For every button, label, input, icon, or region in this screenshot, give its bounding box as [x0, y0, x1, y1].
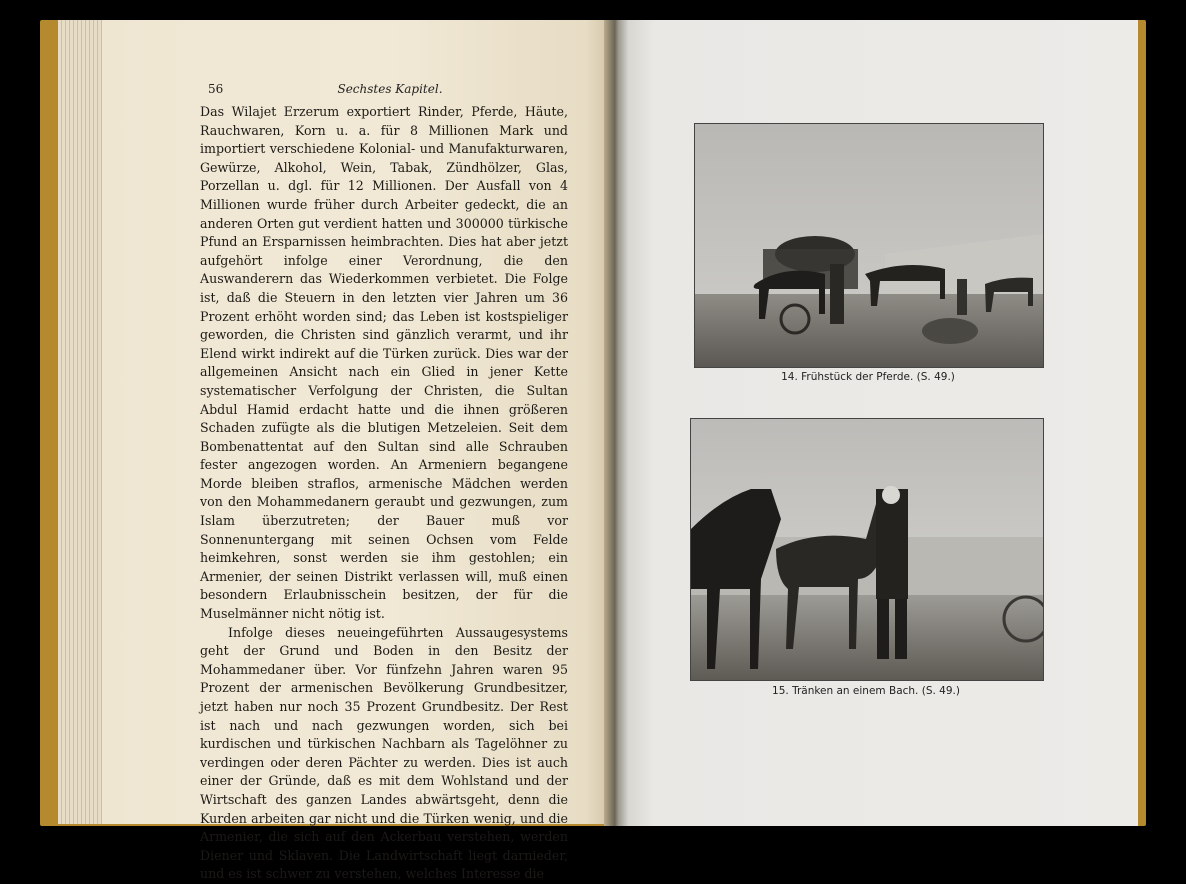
photo-horses-watering: [690, 418, 1044, 681]
paragraph: Das Wilajet Erzerum exportiert Rinder, Pferde, Häute, Rauchwaren, Korn u. a. für 8 Millionen Mark und importiert verschiedene Kolonial- und Manufakturwaren, Gewürze, Alkohol, Wein, Tabak, Zündhölzer, Glas, Porzellan u. dgl. für 12 Millionen. Der Ausfall von 4 Millionen wurde früher durch Arbeiter gedeckt, die an anderen Orten gut verdient hatten und 300000 türkische Pfund an Ersparnissen heimbrachten. Dies hat aber jetzt aufgehört infolge einer Verordnung, die den Auswanderern das Wiederkommen verbietet. Die Folge ist, daß die Steuern in den letzten vier Jahren um 36 Prozent erhöht worden sind; das Leben ist kostspieliger geworden, die Christen sind gänzlich verarmt, und ihr Elend wirkt indirekt auf die Türken zurück. Dies war der allgemeinen Ansicht nach ein Glied in jener Kette systematischer Verfolgung der Christen, die Sultan Abdul Hamid erdacht hatte und die ihnen größeren Schaden zufügte als die blutigen Metzeleien. Seit dem Bombenattentat auf den Sultan sind alle Schrauben fester angezogen worden. An Armeniern begangene Morde bleiben straflos, armenische Mädchen werden von den Mohammedanern geraubt und gezwungen, zum Islam überzutreten; der Bauer muß vor Sonnenuntergang mit seinen Ochsen vom Felde heimkehren, sonst werden sie ihm gestohlen; ein Armenier, der seinen Distrikt verlassen will, muß einen besondern Erlaubnisschein besitzen, der für die Muselmänner nicht nötig ist.: [200, 104, 568, 622]
page-number: 56: [208, 82, 224, 96]
book-gutter: [604, 20, 628, 826]
photo-image-15: [691, 419, 1043, 680]
caption-14: 14. Frühstück der Pferde. (S. 49.): [781, 371, 955, 383]
body-text: [200, 103, 568, 884]
running-head: Sechstes Kapitel.: [337, 82, 443, 96]
page-edges: [58, 20, 102, 824]
photo-image-14: [695, 124, 1043, 367]
photo-horses-breakfast: [694, 123, 1044, 368]
caption-15: 15. Tränken an einem Bach. (S. 49.): [772, 685, 960, 697]
paragraph: Infolge dieses neueingeführten Aussaugesystems geht der Grund und Boden in den Besitz der Mohammedaner über. Vor fünfzehn Jahren waren 95 Prozent der armenischen Bevölkerung Grundbesitzer, jetzt haben nur noch 35 Prozent Grundbesitz. Der Rest ist nach und nach gezwungen worden, sich bei kurdischen und türkischen Nachbarn als Tagelöhner zu verdingen oder deren Pächter zu werden. Dies ist auch einer der Gründe, daß es mit dem Wohlstand und der Wirtschaft des ganzen Landes abwärtsgeht, denn die Kurden arbeiten gar nicht und die Türken wenig, und die Armenier, die sich auf den Ackerbau verstehen, werden Diener und Sklaven. Die Landwirtschaft liegt darnieder, und es ist schwer zu verstehen, welches Interesse die: [200, 624, 568, 882]
page-header: [208, 82, 572, 98]
